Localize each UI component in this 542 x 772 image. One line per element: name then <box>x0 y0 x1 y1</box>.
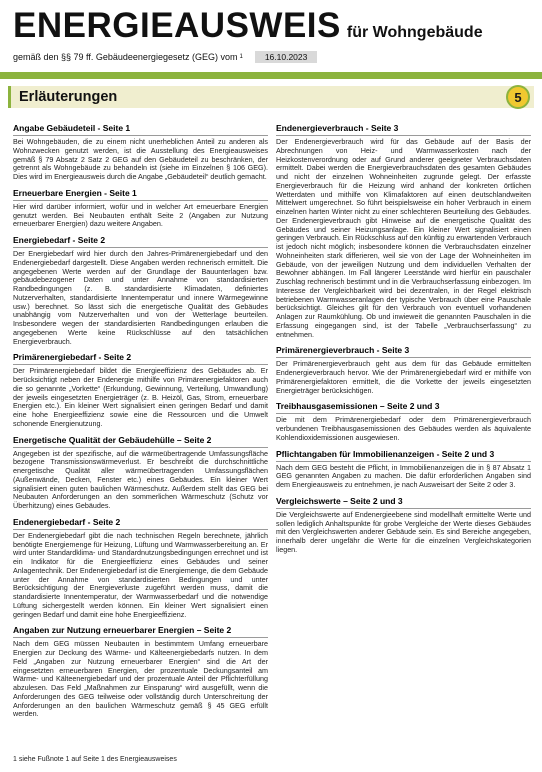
issue-date: 16.10.2023 <box>255 51 318 63</box>
section-banner <box>8 86 534 108</box>
explanation-section <box>276 449 531 490</box>
page-number-badge: 5 <box>506 85 530 109</box>
left-column <box>13 123 268 725</box>
section-text: Der Endenergiebedarf gibt die nach technischen Regeln berechnete, jährlich benötigte Energiemenge für Heizung, Lüftung und Warmwasserbereitung an. Er wird unter Standardklima- und Standardnutzungsbedingungen errechnet und ist ein Indikator für die Energieeffizienz eines Gebäudes und seiner Anlagentechnik. Der Endenergiebedarf ist die Energiemenge, die dem Gebäude unter der Annahme von standardisierten Bedingungen und unter Berücksichtigung der Energieverluste zugeführt werden muss, damit die standardisierte Innentemperatur, der Warmwasserbedarf und die notwendige Lüftung sichergestellt werden können. Ein kleiner Wert signalisiert einen geringen Bedarf und damit eine hohe Energieeffizienz. <box>13 530 268 619</box>
section-title: Vergleichswerte – Seite 2 und 3 <box>276 496 531 509</box>
section-text: Nach dem GEG besteht die Pflicht, in Immobilienanzeigen die in § 87 Absatz 1 GEG genannten Angaben zu machen. Die dafür erforderlichen Angaben sind dem Energieausweis zu entnehmen, je nach Ausweisart der Seite 2 oder 3. <box>276 462 531 489</box>
explanation-section <box>13 435 268 511</box>
explanation-section <box>13 188 268 229</box>
section-text: Der Primärenergieverbrauch geht aus dem für das Gebäude ermittelten Endenergieverbrauch hervor. Wie der Primärenergiebedarf wird er mithilfe von Primärenergiefaktoren ermittelt, die die Vorkette der jeweils eingesetzten Energieträger berücksichtigen. <box>276 359 531 395</box>
explanation-section <box>276 345 531 395</box>
section-text: Nach dem GEG müssen Neubauten in bestimmtem Umfang erneuerbare Energien zur Deckung des Wärme- und Kälteenergiebedarfs nutzen. In dem Feld „Angaben zur Nutzung erneuerbarer Energien“ sind die Art der eingesetzten erneuerbaren Energien, der prozentuale Deckungsanteil am Wärme- und Kälteenergiebedarf und der prozentuale Anteil der Pflichterfüllung abzulesen. Das Feld „Maßnahmen zur Einsparung“ wird ausgefüllt, wenn die Anforderungen des GEG teilweise oder vollständig durch Unterschreitung der Anforderungen an den baulichen Wärmeschutz gemäß § 45 GEG erfüllt werden. <box>13 639 268 719</box>
explanation-section <box>276 401 531 442</box>
section-title: Energetische Qualität der Gebäudehülle – Seite 2 <box>13 435 268 448</box>
section-text: Bei Wohngebäuden, die zu einem nicht unerheblichen Anteil zu anderen als Wohnzwecken genutzt werden, ist die Ausstellung des Energieausweises gemäß § 79 Absatz 2 Satz 2 GEG auf den Gebäudeteil zu beschränken, der getrennt als Wohngebäude zu behandeln ist (siehe im Einzelnen § 106 GEG). Dies wird im Energieausweis durch die Angabe „Gebäudeteil“ deutlich gemacht. <box>13 137 268 181</box>
explanation-section <box>276 496 531 555</box>
explanation-section <box>13 625 268 719</box>
section-text: Der Endenergieverbrauch wird für das Gebäude auf der Basis der Abrechnungen von Heiz- und Warmwasserkosten nach der Heizkostenverordnung oder auf Grund anderer geeigneter Verbrauchsdaten ermittelt. Dabei werden die Energieverbrauchsdaten des gesamten Gebäudes und nicht der einzelnen Wohneinheiten zugrunde gelegt. Der erfasste Energieverbrauch für die Heizung wird anhand der konkreten örtlichen Wetterdaten und mithilfe von Klimafaktoren auf einen deutschlandweiten Mittelwert umgerechnet. So führt beispielsweise ein hoher Verbrauch in einem einzelnen harten Winter nicht zu einer schlechteren Beurteilung des Gebäudes. Der Endenergieverbrauch gibt Hinweise auf die energetische Qualität des Gebäudes und seiner Heizungsanlage. Ein kleiner Wert signalisiert einen geringen Verbrauch. Ein Rückschluss auf den künftig zu erwartenden Verbrauch ist jedoch nicht möglich; insbesondere können die Verbrauchsdaten einzelner Wohneinheiten stark differieren, weil sie von der Lage der Wohneinheiten im Gebäude, von der jeweiligen Nutzung und dem individuellen Verhalten der Bewohner abhängen. Im Fall längerer Leerstände wird hierfür ein pauschaler Zuschlag rechnerisch bestimmt und in die Verbrauchserfassung einbezogen. Im Interesse der Vergleichbarkeit wird bei dezentralen, in der Regel elektrisch betriebenen Warmwasseranlagen der typische Verbrauch über eine Pauschale berücksichtigt. Gleiches gilt für den Verbrauch von eventuell vorhandenen Anlagen zur Raumkühlung. Ob und inwieweit die genannten Pauschalen in die Erfassung eingegangen sind, ist der Tabelle „Verbrauchserfassung“ zu entnehmen. <box>276 137 531 339</box>
section-text: Der Primärenergiebedarf bildet die Energieeffizienz des Gebäudes ab. Er berücksichtigt neben der Endenergie mithilfe von Primärenergiefaktoren auch die so genannte „Vorkette“ (Erkundung, Gewinnung, Verteilung, Umwandlung) der jeweils eingesetzten Energieträger (z. B. Heizöl, Gas, Strom, erneuerbare Energien etc.). Ein kleiner Wert signalisiert einen geringen Bedarf und damit eine hohe Energieeffizienz sowie eine die Ressourcen und die Umwelt schonende Energienutzung. <box>13 366 268 428</box>
header-divider <box>0 72 542 79</box>
section-title: Angabe Gebäudeteil - Seite 1 <box>13 123 268 136</box>
document-title: ENERGIEAUSWEIS <box>13 6 341 45</box>
section-title: Treibhausgasemissionen – Seite 2 und 3 <box>276 401 531 414</box>
section-text: Der Energiebedarf wird hier durch den Jahres-Primärenergiebedarf und den Endenergiebedarf dargestellt. Diese Angaben werden rechnerisch ermittelt. Die angegebenen Werte werden auf der Grundlage der Bauunterlagen bzw. gebäudebezogener Daten und unter Annahme von standardisierten Randbedingungen (z. B. standardisierte Klimadaten, definiertes Nutzerverhalten, standardisierte Innentemperatur und innere Wärmegewinne usw.) berechnet. So lässt sich die energetische Qualität des Gebäudes unabhängig vom Nutzerverhalten und von der Wetterlage beurteilen. Insbesondere wegen der standardisierten Randbedingungen erlauben die angegebenen Werte keine Rückschlüsse auf den tatsächlichen Energieverbrauch. <box>13 249 268 346</box>
section-text: Die mit dem Primärenergiebedarf oder dem Primärenergieverbrauch verbundenen Treibhausgasemissionen des Gebäudes werden als äquivalente Kohlendioxidemissionen ausgewiesen. <box>276 415 531 442</box>
banner-title: Erläuterungen <box>19 89 118 105</box>
section-title: Primärenergieverbrauch - Seite 3 <box>276 345 531 358</box>
explanation-section <box>13 235 268 346</box>
footnote: 1 siehe Fußnote 1 auf Seite 1 des Energieausweises <box>13 756 177 763</box>
section-title: Endenergieverbrauch - Seite 3 <box>276 123 531 136</box>
explanation-section <box>276 123 531 339</box>
section-text: Angegeben ist der spezifische, auf die wärmeübertragende Umfassungsfläche bezogene Transmissionswärmeverlust. Er beschreibt die durchschnittliche energetische Qualität aller wärmeübertragenden Umfassungsflächen (Außenwände, Decken, Fenster etc.) eines Gebäudes. Ein kleiner Wert signalisiert einen guten baulichen Wärmeschutz. Außerdem stellt das GEG bei Neubauten Anforderungen an den sommerlichen Wärmeschutz (Schutz vor Überhitzung) eines Gebäudes. <box>13 448 268 510</box>
document-subtitle: für Wohngebäude <box>346 24 483 41</box>
right-column <box>276 123 531 561</box>
section-title: Angaben zur Nutzung erneuerbarer Energien – Seite 2 <box>13 625 268 638</box>
section-title: Pflichtangaben für Immobilienanzeigen - Seite 2 und 3 <box>276 449 531 462</box>
section-title: Energiebedarf - Seite 2 <box>13 235 268 248</box>
section-text: Die Vergleichswerte auf Endenergieebene sind modellhaft ermittelte Werte und sollen lediglich Anhaltspunkte für grobe Vergleiche der Werte dieses Gebäudes mit den Vergleichswerten anderer Gebäude sein. Es sind Bereiche angegeben, innerhalb derer ungefähr die Werte für die einzelnen Vergleichskategorien liegen. <box>276 509 531 554</box>
explanation-section <box>13 517 268 620</box>
explanation-section <box>13 123 268 182</box>
explanation-section <box>13 352 268 428</box>
law-reference: gemäß den §§ 79 ff. Gebäudeenergiegesetz (GEG) vom <box>13 52 238 62</box>
section-title: Erneuerbare Energien - Seite 1 <box>13 188 268 201</box>
footnote-mark: 1 <box>239 54 243 60</box>
section-title: Primärenergiebedarf - Seite 2 <box>13 352 268 365</box>
document-header <box>13 6 533 63</box>
section-text: Hier wird darüber informiert, wofür und in welcher Art erneuerbare Energien genutzt werden. Bei Neubauten enthält Seite 2 (Angaben zur Nutzung erneuerbarer Energien) dazu weitere Angaben. <box>13 201 268 229</box>
section-title: Endenergiebedarf - Seite 2 <box>13 517 268 530</box>
